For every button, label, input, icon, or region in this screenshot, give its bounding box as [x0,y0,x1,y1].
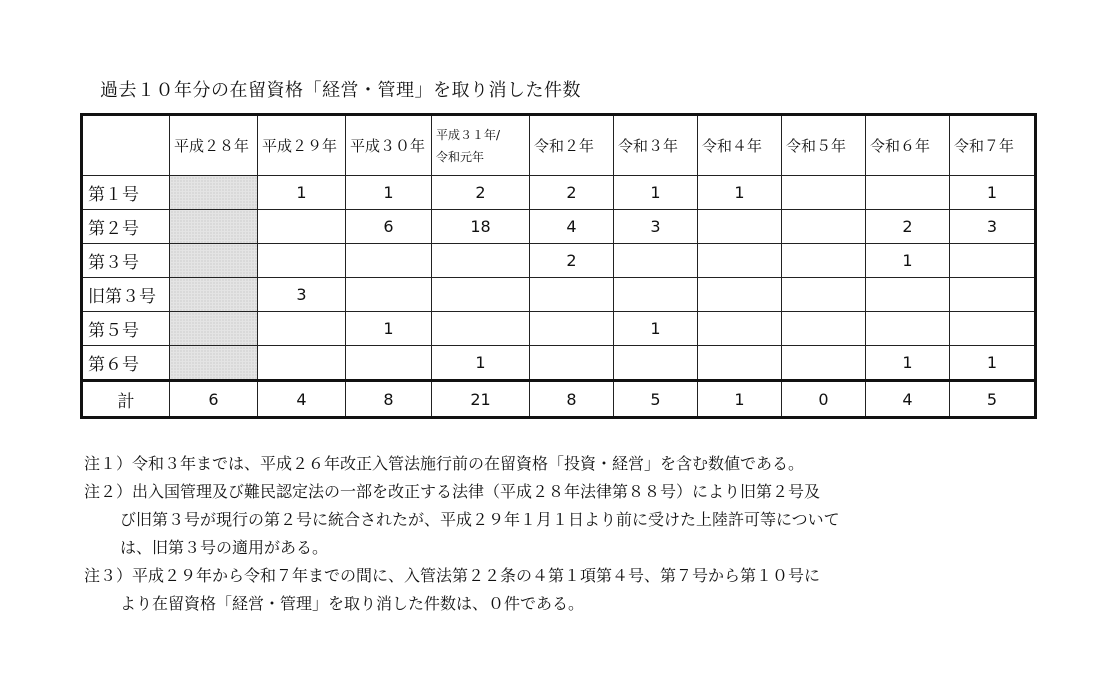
table-cell: 2 [530,176,614,210]
total-cell: 8 [346,381,432,418]
table-cell [950,312,1036,346]
header-cell [432,115,530,176]
header-cell: 令和７年 [950,115,1036,176]
table-cell [782,210,866,244]
table-cell [950,278,1036,312]
table-row [82,176,1036,210]
table-cell [432,278,530,312]
note-1: 注１）令和３年までは、平成２６年改正入管法施行前の在留資格「投資・経営」を含む数値である。 [84,454,805,473]
table-cell [346,244,432,278]
total-cell: 5 [614,381,698,418]
table-cell [432,312,530,346]
table-cell: 1 [866,244,950,278]
table-cell: 2 [866,210,950,244]
header-row [82,115,1036,176]
table-cell [698,210,782,244]
table-cell [258,346,346,381]
table-cell: 2 [530,244,614,278]
table-title: 過去１０年分の在留資格「経営・管理」を取り消した件数 [100,80,581,101]
total-row [82,381,1036,418]
table-cell [258,312,346,346]
corner-cell [82,115,170,176]
note-3-continued: より在留資格「経営・管理」を取り消した件数は、０件である。 [120,594,585,613]
note-2: 注２）出入国管理及び難民認定法の一部を改正する法律（平成２８年法律第８８号）により旧第２号及 [84,482,821,501]
table-cell: 1 [258,176,346,210]
table-cell [782,346,866,381]
header-cell: 平成２８年 [170,115,258,176]
table-cell [782,278,866,312]
table-cell [530,278,614,312]
table-cell [170,346,258,381]
table-cell [530,312,614,346]
row-label: 旧第３号 [82,278,170,312]
table-row [82,346,1036,381]
table-row [82,244,1036,278]
total-cell: 8 [530,381,614,418]
row-label: 第３号 [82,244,170,278]
table-cell [258,210,346,244]
total-cell: 1 [698,381,782,418]
table-cell: 1 [614,312,698,346]
row-label: 第６号 [82,346,170,381]
table-cell: 3 [614,210,698,244]
table-cell [170,210,258,244]
table-cell: 1 [950,176,1036,210]
header-cell: 令和４年 [698,115,782,176]
table-cell [346,278,432,312]
row-label: 第５号 [82,312,170,346]
table-cell [614,346,698,381]
table-row [82,210,1036,244]
table-cell [432,244,530,278]
table-cell [698,346,782,381]
table-cell: 1 [698,176,782,210]
table-cell: 1 [346,176,432,210]
table-cell [698,312,782,346]
total-cell: 21 [432,381,530,418]
row-label: 第１号 [82,176,170,210]
row-label: 第２号 [82,210,170,244]
table-cell: 1 [866,346,950,381]
table-cell: 6 [346,210,432,244]
table-row [82,312,1036,346]
header-line: 平成３１年/ [436,127,501,142]
header-cell: 令和５年 [782,115,866,176]
header-cell: 令和３年 [614,115,698,176]
header-cell: 平成３０年 [346,115,432,176]
table-cell [258,244,346,278]
table-cell: 1 [432,346,530,381]
table-cell [866,312,950,346]
table-cell: 18 [432,210,530,244]
table-row [82,278,1036,312]
table-cell [346,346,432,381]
table-cell: 1 [346,312,432,346]
table-cell: 3 [950,210,1036,244]
header-cell: 平成２９年 [258,115,346,176]
header-cell: 令和６年 [866,115,950,176]
table-cell [170,278,258,312]
total-cell: 0 [782,381,866,418]
table-cell: 1 [614,176,698,210]
total-cell: 4 [258,381,346,418]
table-cell [866,176,950,210]
table-cell [170,244,258,278]
header-cell: 令和２年 [530,115,614,176]
table-cell: 4 [530,210,614,244]
table-cell [782,312,866,346]
table-cell [530,346,614,381]
notes-section [84,450,840,618]
total-cell: 6 [170,381,258,418]
table-cell [866,278,950,312]
total-cell: 5 [950,381,1036,418]
header-line: 令和元年 [436,149,485,164]
total-cell: 4 [866,381,950,418]
table-cell [950,244,1036,278]
table-cell [782,244,866,278]
revocation-table [80,113,1037,419]
table-cell [170,312,258,346]
table-cell [170,176,258,210]
note-3: 注３）平成２９年から令和７年までの間に、入管法第２２条の４第１項第４号、第７号から第１０号に [84,566,821,585]
table-cell [698,278,782,312]
note-2-continued: は、旧第３号の適用がある。 [120,538,329,557]
table-cell: 3 [258,278,346,312]
note-2-continued: び旧第３号が現行の第２号に統合されたが、平成２９年１月１日より前に受けた上陸許可等について [120,510,840,529]
table-cell: 1 [950,346,1036,381]
table-cell [698,244,782,278]
table-cell: 2 [432,176,530,210]
table-cell [614,278,698,312]
total-label: 計 [82,381,170,418]
table-cell [782,176,866,210]
table-cell [614,244,698,278]
